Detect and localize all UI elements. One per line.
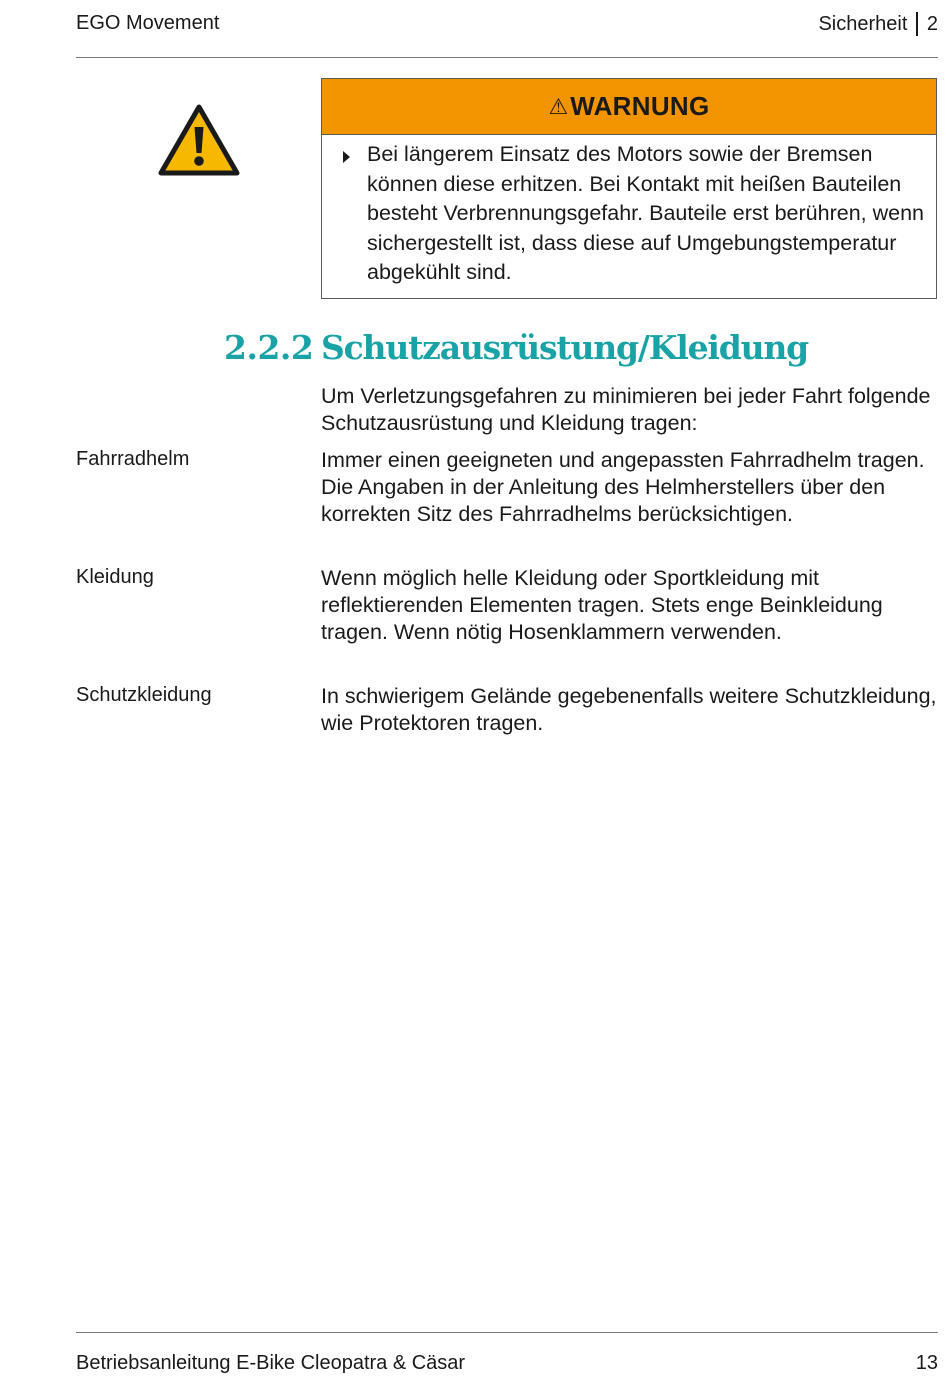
item-text-schutzkleidung: In schwierigem Gelände gegebenenfalls weitere Schutzkleidung, wie Protektoren tragen. <box>321 684 937 735</box>
item-text-kleidung: Wenn möglich helle Kleidung oder Sportkleidung mit reflektierenden Elementen tragen. Stets enge Beinkleidung tragen. Wenn nötig Hosenklammern verwenden. <box>321 566 883 644</box>
item-label-schutzkleidung: Schutzkleidung <box>76 684 212 706</box>
warning-small-icon: ⚠ <box>548 93 569 119</box>
header-rule <box>76 57 938 58</box>
header-section <box>818 12 938 36</box>
item-text-fahrradhelm: Immer einen geeigneten und angepassten Fahrradhelm tragen. Die Angaben in der Anleitung des Helmherstellers über den korrekten Sitz des Fahrradhelms berücksichtigen. <box>321 448 925 526</box>
item-label-kleidung: Kleidung <box>76 566 154 588</box>
brand-name: EGO Movement <box>76 12 220 34</box>
header-divider <box>916 12 918 36</box>
bullet-arrow-icon <box>343 151 350 163</box>
footer-rule <box>76 1332 938 1333</box>
warning-text: Bei längerem Einsatz des Motors sowie der Bremsen können diese erhitzen. Bei Kontakt mit heißen Bauteilen besteht Verbrennungsgefahr. Bauteile erst berühren, wenn sichergestellt ist, dass diese auf Umgebungstemperatur abgekühlt sind. <box>367 142 924 284</box>
warning-header <box>322 79 936 135</box>
item-label-fahrradhelm: Fahrradhelm <box>76 448 190 470</box>
warning-box <box>321 78 937 299</box>
warning-title: WARNUNG <box>570 91 710 121</box>
section-intro: Um Verletzungsgefahren zu minimieren bei jeder Fahrt folgende Schutzausrüstung und Kleidung tragen: <box>321 384 931 435</box>
manual-title: Betriebsanleitung E-Bike Cleopatra & Cäsar <box>76 1352 466 1374</box>
warning-body <box>322 135 936 288</box>
page-header <box>76 12 938 40</box>
section-name: Sicherheit <box>818 12 908 35</box>
warning-triangle-icon <box>157 103 241 177</box>
page-number: 13 <box>915 1352 938 1374</box>
section-number: 2.2.2 <box>224 328 314 367</box>
section-title: Schutzausrüstung/Kleidung <box>321 328 809 367</box>
chapter-number: 2 <box>926 12 938 35</box>
